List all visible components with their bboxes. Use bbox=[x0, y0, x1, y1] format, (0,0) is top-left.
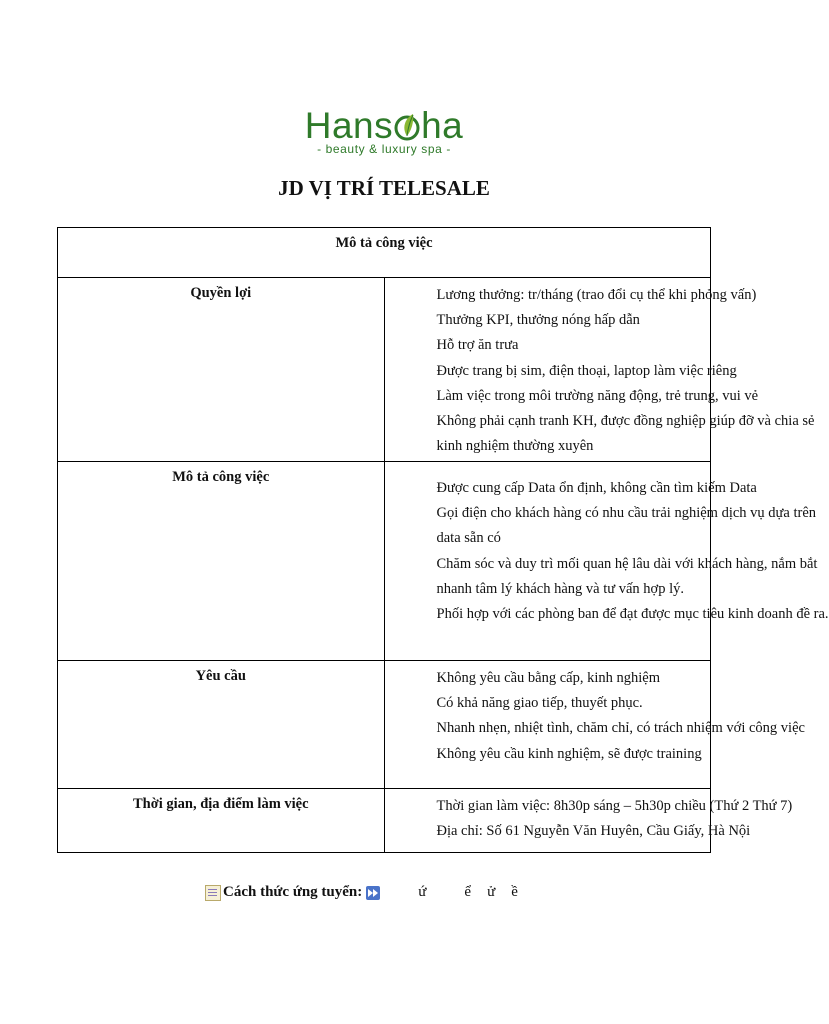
content-line: Không yêu cầu kinh nghiệm, sẽ được training bbox=[436, 745, 702, 762]
application-method bbox=[205, 884, 518, 901]
content-line: Được cung cấp Data ổn định, không cần tìm kiếm Data bbox=[436, 480, 757, 496]
content-line: Không yêu cầu bằng cấp, kinh nghiệm bbox=[436, 670, 660, 686]
row-content-requirements bbox=[384, 661, 805, 789]
table-row bbox=[58, 462, 711, 661]
row-label-time-location: Thời gian, địa điểm làm việc bbox=[58, 789, 385, 853]
memo-icon bbox=[205, 885, 221, 901]
content-line: Nhanh nhẹn, nhiệt tình, chăm chỉ, có trách nhiệm với công việc bbox=[436, 720, 805, 737]
content-line: kinh nghiệm thường xuyên bbox=[436, 438, 594, 455]
content-line: Không phải cạnh tranh KH, được đồng nghiệp giúp đỡ và chia sẻ bbox=[436, 413, 815, 430]
table-header-row bbox=[58, 228, 711, 278]
row-label-description: Mô tả công việc bbox=[58, 462, 385, 661]
text-fragment: ử bbox=[487, 884, 496, 900]
table-row bbox=[58, 789, 711, 853]
fast-forward-icon bbox=[366, 886, 380, 900]
job-description-table bbox=[57, 227, 829, 853]
text-fragment: ể bbox=[464, 884, 472, 900]
row-content-time-location bbox=[384, 789, 793, 853]
table-row bbox=[58, 278, 711, 462]
row-label-benefits: Quyền lợi bbox=[58, 278, 385, 462]
content-line: Chăm sóc và duy trì mối quan hệ lâu dài với khách hàng, nắm bắt bbox=[436, 555, 818, 572]
logo-word-end: ha bbox=[421, 105, 464, 146]
content-line: data sẵn có bbox=[436, 530, 501, 547]
content-line: Có khả năng giao tiếp, thuyết phục. bbox=[436, 695, 643, 712]
leaf-icon bbox=[394, 109, 420, 143]
logo-word-start: Hans bbox=[304, 105, 394, 146]
logo-tagline: - beauty & luxury spa - bbox=[317, 142, 451, 156]
content-line: Địa chỉ: Số 61 Nguyễn Văn Huyên, Cầu Giấy, Hà Nội bbox=[436, 823, 751, 840]
page-title: JD VỊ TRÍ TELESALE bbox=[278, 176, 490, 200]
content-line: Phối hợp với các phòng ban để đạt được mục tiêu kinh doanh đề ra. bbox=[436, 606, 829, 623]
row-content-benefits bbox=[384, 278, 815, 462]
text-fragment: ề bbox=[511, 884, 518, 900]
row-label-requirements: Yêu cầu bbox=[58, 661, 385, 789]
row-content-description bbox=[384, 462, 829, 661]
content-line: Làm việc trong môi trường năng động, trẻ trung, vui vẻ bbox=[436, 387, 759, 404]
text-fragment: ứ bbox=[418, 884, 427, 900]
table-header: Mô tả công việc bbox=[58, 228, 711, 278]
table-row bbox=[58, 661, 711, 789]
content-line: Thời gian làm việc: 8h30p sáng – 5h30p chiều (Thứ 2 Thứ 7) bbox=[436, 798, 793, 814]
company-logo bbox=[0, 106, 768, 156]
content-line: Được trang bị sim, điện thoại, laptop làm việc riêng bbox=[436, 362, 737, 379]
content-line: nhanh tâm lý khách hàng và tư vấn hợp lý. bbox=[436, 580, 684, 597]
content-line: Hỗ trợ ăn trưa bbox=[436, 337, 519, 354]
application-method-label: Cách thức ứng tuyển: bbox=[223, 884, 363, 900]
logo-wordmark bbox=[305, 106, 464, 146]
content-line: Gọi điện cho khách hàng có nhu cầu trải nghiệm dịch vụ dựa trên bbox=[436, 505, 817, 522]
content-line: Thưởng KPI, thưởng nóng hấp dẫn bbox=[436, 312, 640, 329]
content-line: Lương thưởng: tr/tháng (trao đổi cụ thể khi phỏng vấn) bbox=[436, 287, 757, 303]
